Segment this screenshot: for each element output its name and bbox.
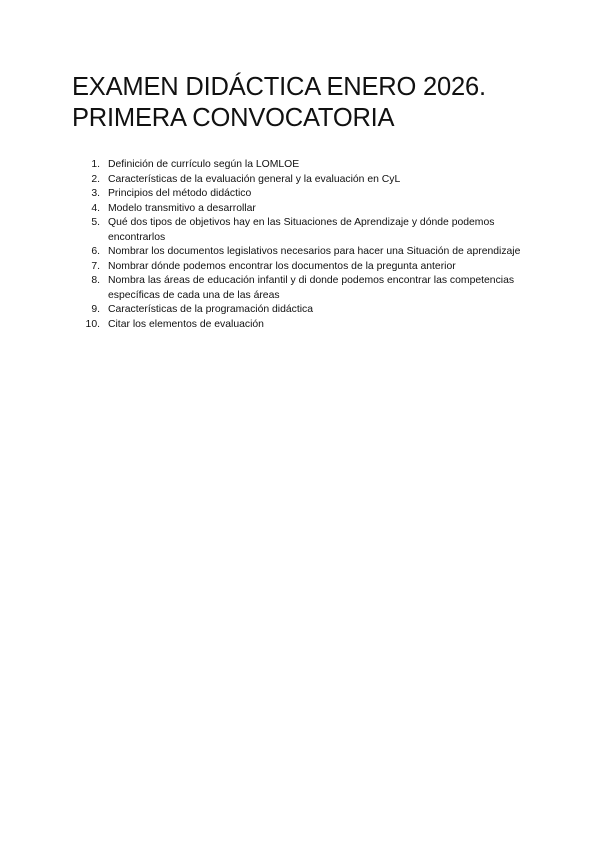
- item-number: 4.: [91, 202, 100, 214]
- list-item: [72, 158, 532, 173]
- list-item: [72, 173, 532, 188]
- item-number: 5.: [91, 217, 100, 228]
- title-line-1: EXAMEN DIDÁCTICA ENERO 2026.: [72, 73, 486, 101]
- item-number: 9.: [91, 304, 100, 315]
- item-number: 7.: [91, 260, 100, 272]
- list-item: [72, 245, 532, 260]
- question-list: [72, 158, 532, 332]
- list-item: [72, 274, 532, 303]
- item-text: Citar los elementos de evaluación: [108, 318, 264, 330]
- item-text: Nombrar dónde podemos encontrar los documentos de la pregunta anterior: [108, 260, 456, 272]
- item-text: Principios del método didáctico: [108, 188, 252, 199]
- item-number: 10.: [85, 318, 100, 330]
- item-number: 6.: [91, 246, 100, 257]
- list-item: [72, 216, 532, 245]
- item-number: 8.: [91, 275, 100, 286]
- title-line-2: PRIMERA CONVOCATORIA: [72, 104, 395, 132]
- list-item: [72, 303, 532, 318]
- list-item: [72, 318, 532, 333]
- item-text: Nombrar los documentos legislativos necesarios para hacer una Situación de aprendizaje: [108, 246, 521, 257]
- item-text: Características de la programación didáctica: [108, 304, 314, 315]
- item-number: 1.: [91, 159, 100, 170]
- item-text: Modelo transmitivo a desarrollar: [108, 202, 256, 214]
- item-number: 2.: [91, 173, 100, 185]
- list-item: [72, 187, 532, 202]
- item-text: Qué dos tipos de objetivos hay en las Situaciones de Aprendizaje y dónde podemos encontrarlos: [108, 217, 495, 243]
- page-title: [72, 72, 542, 134]
- item-text: Características de la evaluación general y la evaluación en CyL: [108, 173, 401, 185]
- item-text: Definición de currículo según la LOMLOE: [108, 159, 300, 170]
- list-item: [72, 260, 532, 275]
- list-item: [72, 202, 532, 217]
- item-number: 3.: [91, 188, 100, 199]
- item-text: Nombra las áreas de educación infantil y di donde podemos encontrar las competencias específicas de cada una de las áreas: [108, 275, 515, 301]
